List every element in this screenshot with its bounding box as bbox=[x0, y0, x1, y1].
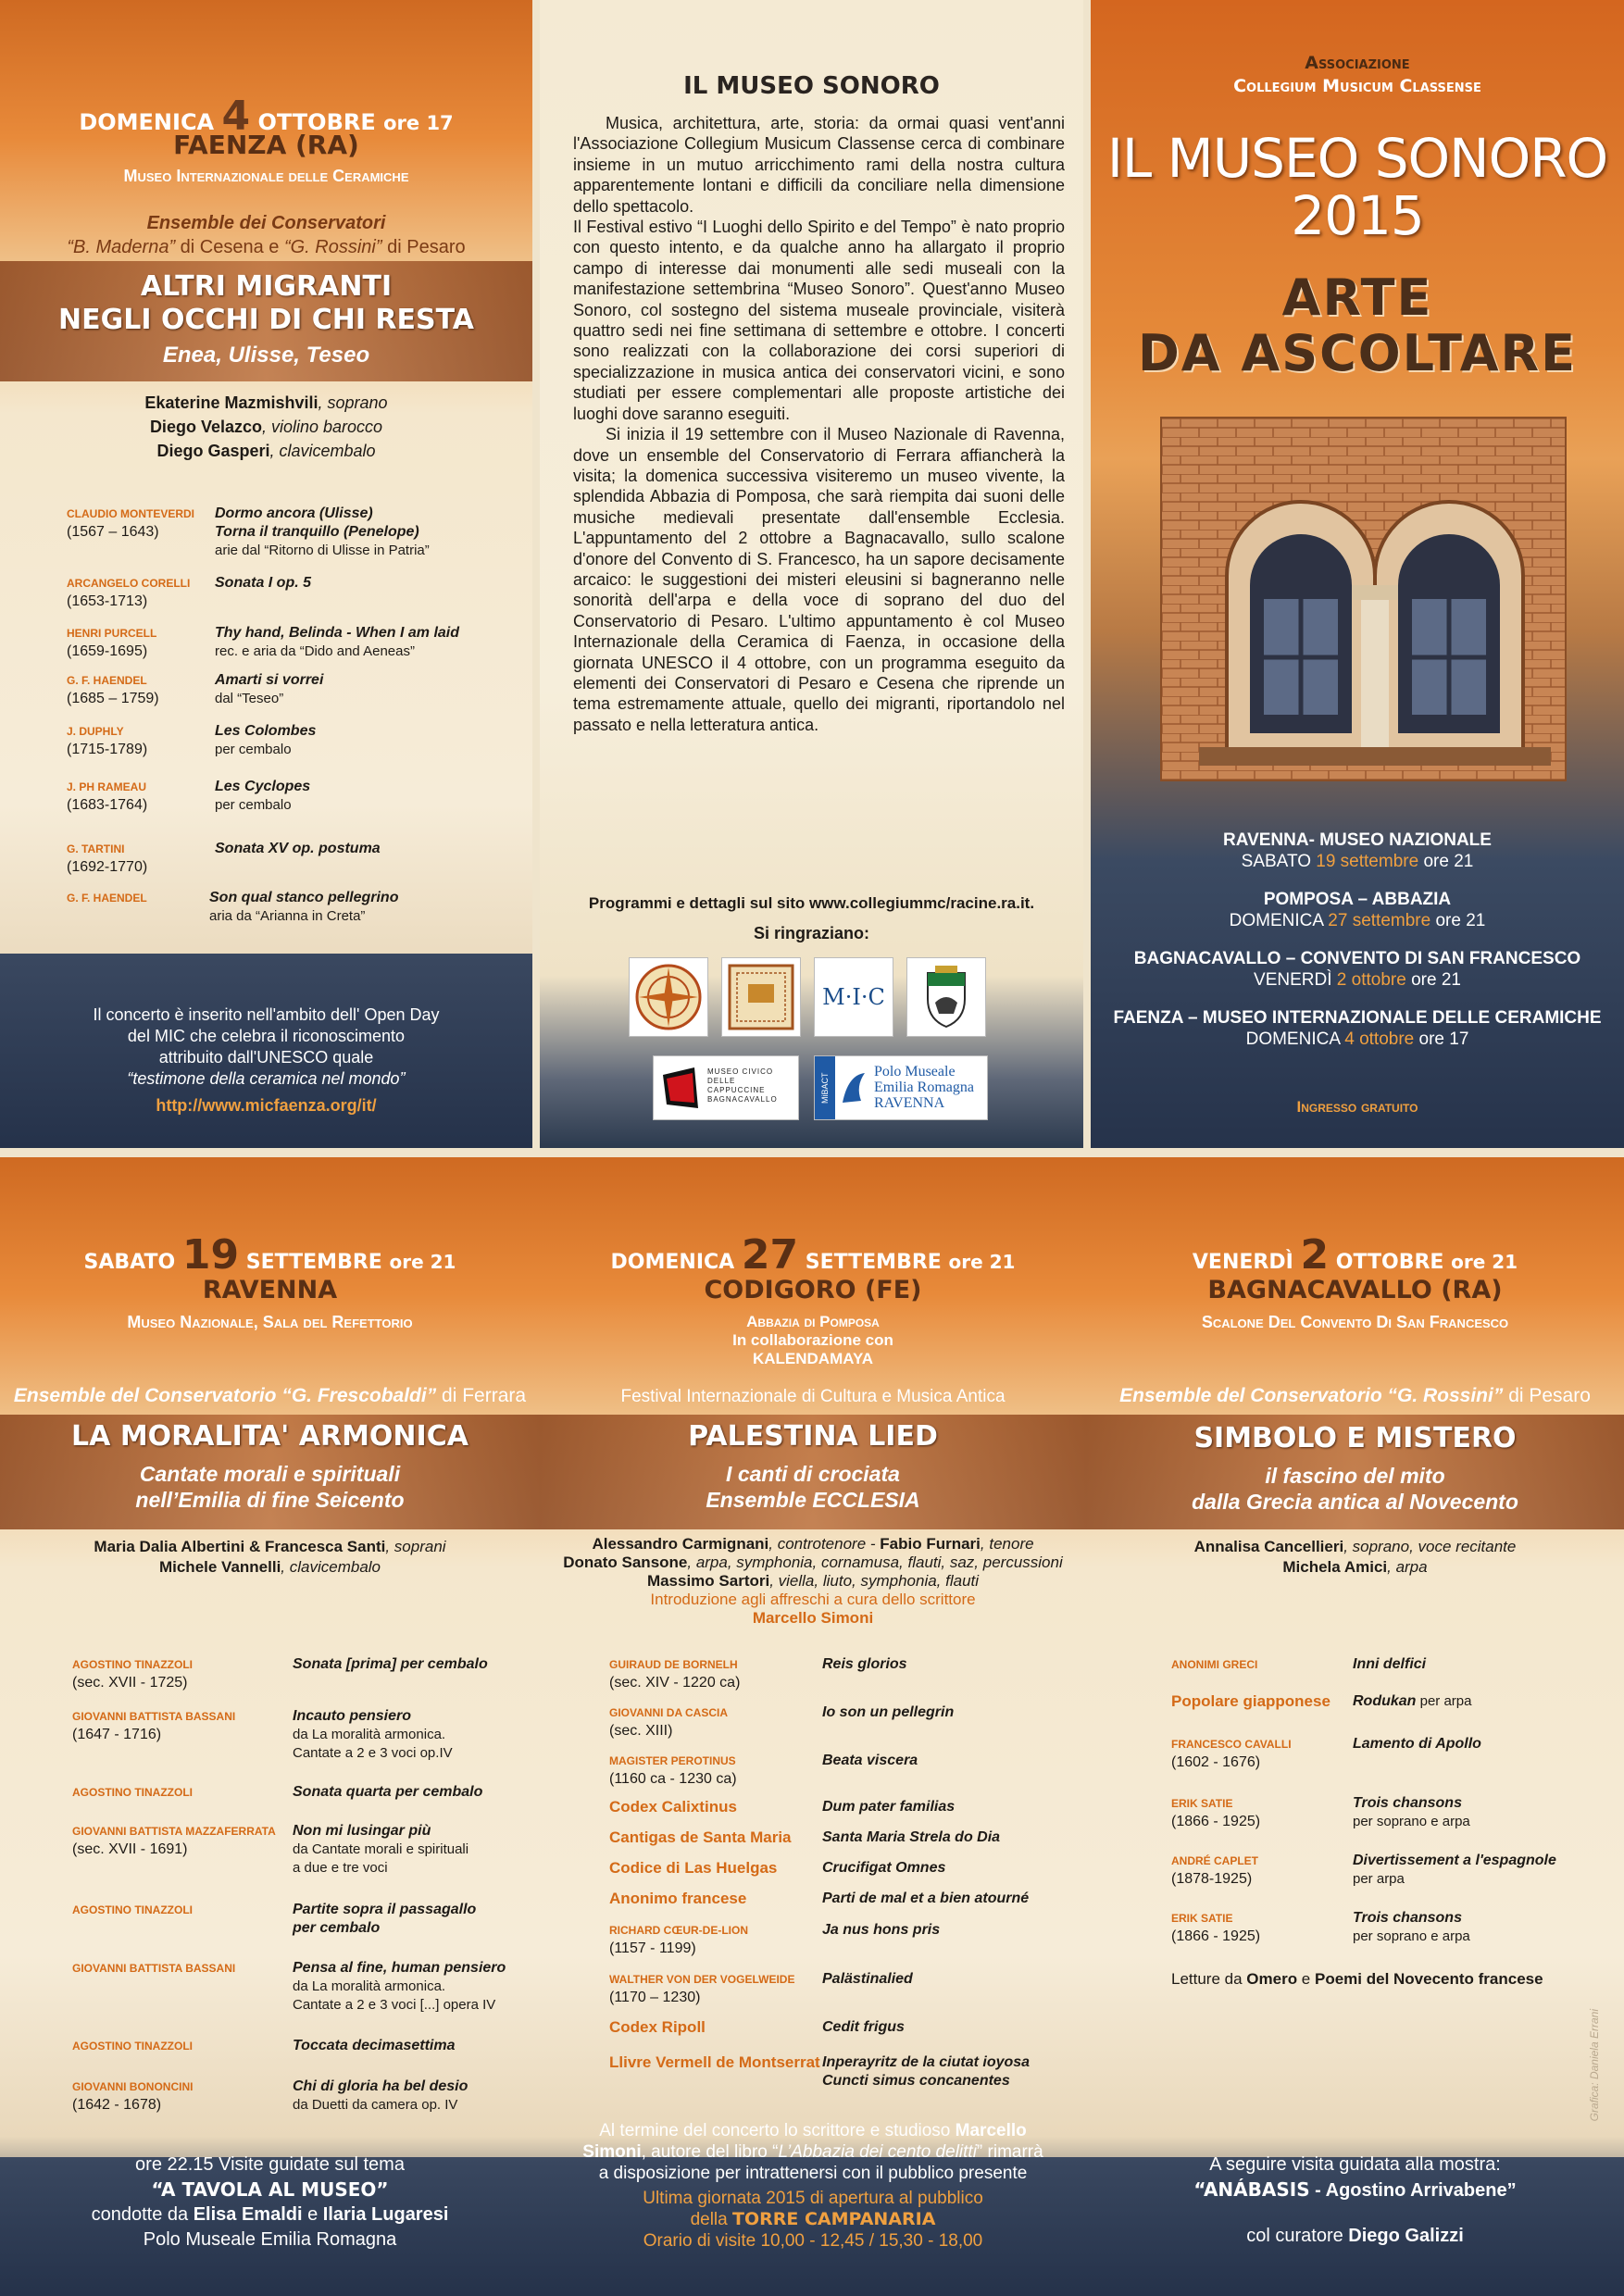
faenza-panel bbox=[0, 0, 532, 1148]
intro-body: Musica, architettura, arte, storia: da ormai quasi vent'anni l'Associazione Collegium Musicum Classense cerca di combinare insieme in un mutuo arricchimento rami della nostra cultura apparentemente lontani e difficili da conciliare nella dimensione dello spettacolo. Il Festival estivo “I Luoghi dello Spirito e del Tempo” è nato proprio con questo intento, e da qualche anno ha allargato il proprio campo di interesse dai monumenti alle sedi museali con la manifestazione settembrina “Museo Sonoro”. Quest'anno Museo Sonoro, col sostegno del sistema museale provinciale, visiterà quattro sedi nei fine settimana di settembre e ottobre. I concerti sono realizzati con la collaborazione dei corsi superiori di specializzazione in musica antica dei conservatori vicini, e sono studiati per essere complementari alle proposte artistiche dei luoghi dove saranno eseguiti. Si inizia il 19 settembre con il Museo Nazionale di Ravenna, dove un ensemble del Conservatorio di Ferrara affiancherà la visita; la domenica successiva visiteremo un museo vivente, la splendida Abbazia di Pomposa, che sarà riempita dai suoni delle musiche medievali presentate dall'ensemble Ecclesia. L'appuntamento del 2 ottobre a Bagnacavallo, sullo scalone d'onore del Convento di S. Francesco, ha un sapore decisamente arcaico: le suggestioni dei misteri eleusini si bagneranno nelle sonorità dell'arpa e della voce di soprano del duo del Conservatorio di Pesaro. L'ultimo appuntamento è col Museo Internazionale della Ceramica di Faenza, in occasione della giornata UNESCO il 4 ottobre, con un programma eseguito da elementi dei Conservatori di Pesaro e Cesena che riprende un tema estremamente attuale, quello dei migranti, riportandolo nel passato e nella letteratura antica. bbox=[573, 114, 1065, 734]
ravenna-ensemble: Ensemble del Conservatorio “G. Frescobaldi” di Ferrara bbox=[13, 1385, 527, 1406]
ravenna-program: AGOSTINO TINAZZOLI (sec. XVII - 1725) Sonata [prima] per cembalo GIOVANNI BATTISTA BASSANI (1647 - 1716) Incauto pensiero da La moralità armonica. Cantate a 2 e 3 voci op.IV AGOSTINO TINAZZOLI Sonata quarta per cembalo GIOVANNI BATTISTA MAZZAFERRATA (sec. XVII - 1691) Non mi lusingar più da Cantate morali e spirituali a due e tre voci AGOSTINO TINAZZOLI Partite sopra il passagallo per cembalo GIOVANNI BATTISTA BASSANI Pensa al fine, human pensiero da La moralità armonica. Cantate a 2 e 3 voci [...] opera IV AGOSTINO TINAZZOLI Toccata decimasettima GIOVANNI BONONCINI (1642 - 1678) Chi di gloria ha bel desio da Duetti da camera op. IV bbox=[72, 1656, 506, 2113]
codigoro-panel bbox=[540, 1157, 1086, 2296]
sponsor-logo-mic: M·I·C bbox=[814, 957, 893, 1037]
bagnacavallo-subtitle: il fascino del mito dalla Grecia antica al Novecento bbox=[1192, 1464, 1518, 1514]
sponsor-logo-museo-bagnacavallo: MUSEO CIVICO DELLE CAPPUCCINE BAGNACAVALLO bbox=[653, 1055, 799, 1120]
codigoro-date: DOMENICA 27 SETTEMBRE ore 21 bbox=[610, 1231, 1016, 1279]
cover-event: BAGNACAVALLO – CONVENTO DI SAN FRANCESCO VENERDÌ 2 ottobre ore 21 bbox=[1133, 949, 1581, 990]
sponsor-logo-pomposa bbox=[721, 957, 801, 1037]
ravenna-venue: Museo Nazionale, Sala del Refettorio bbox=[127, 1313, 413, 1331]
codigoro-performers: Alessandro Carmignani, controtenore - Fabio Furnari, tenore Donato Sansone, arpa, symphonia, cornamusa, flauti, saz, percussioni Massimo Sartori, viella, liuto, symphonia, flauti Introduzione agli affreschi a cura dello scrittore Marcello Simoni bbox=[563, 1535, 1063, 1627]
ravenna-panel bbox=[0, 1157, 540, 2296]
cover-event: RAVENNA- MUSEO NAZIONALE SABATO 19 settembre ore 21 bbox=[1223, 830, 1492, 871]
cover-event: POMPOSA – ABBAZIA DOMENICA 27 settembre ore 21 bbox=[1229, 890, 1486, 930]
ravenna-title: LA MORALITA' ARMONICA bbox=[71, 1420, 468, 1453]
thanks-label: Si ringraziano: bbox=[753, 924, 869, 942]
sponsor-logo-rosette bbox=[629, 957, 708, 1037]
codigoro-festival: Festival Internazionale di Cultura e Musica Antica bbox=[620, 1387, 1006, 1406]
bagnacavallo-performers: Annalisa Cancellieri, soprano, voce recitante Michela Amici, arpa bbox=[1193, 1538, 1517, 1576]
bagnacavallo-title: SIMBOLO E MISTERO bbox=[1193, 1422, 1517, 1454]
codigoro-program: GUIRAUD DE BORNELH (sec. XIV - 1220 ca) Reis glorios GIOVANNI DA CASCIA (sec. XIII) Io son un pellegrin MAGISTER PEROTINUS (1160 ca - 1230 ca) Beata viscera Codex Calixtinus Dum pater familias Cantigas de Santa Maria Santa Maria Strela do Dia Codice di Las Huelgas Crucifigat Omnes Anonimo francese Parti de mal et a bien atourné RICHARD CŒUR-DE-LION (1157 - 1199) Ja nus hons pris WALTHER VON DER VOGELWEIDE (1170 – 1230) Palästinalied Codex Ripoll Cedit frigus Llivre Vermell de Montserrat Inperayritz de la ciutat ioyosa Cuncti simus concanentes bbox=[609, 1656, 1031, 2089]
bagnacavallo-ensemble: Ensemble del Conservatorio “G. Rossini” di Pesaro bbox=[1119, 1385, 1591, 1406]
intro-website[interactable]: Programmi e dettagli sul sito www.collegiummc/racine.ra.it. bbox=[588, 894, 1035, 912]
ravenna-subtitle: Cantate morali e spirituali nell’Emilia di fine Seicento bbox=[135, 1462, 405, 1512]
faenza-subtitle: Enea, Ulisse, Teseo bbox=[162, 343, 370, 368]
faenza-venue: Museo Internazionale delle Ceramiche bbox=[123, 167, 409, 185]
sponsor-logo-crest bbox=[906, 957, 986, 1037]
cover-events bbox=[1091, 830, 1624, 1050]
intro-heading: IL MUSEO SONORO bbox=[683, 72, 940, 100]
codigoro-title: PALESTINA LIED bbox=[688, 1420, 938, 1453]
faenza-performers: Ekaterine Mazmishvili, soprano Diego Velazco, violino barocco Diego Gasperi, clavicembalo bbox=[144, 393, 388, 460]
intro-panel bbox=[540, 0, 1083, 1148]
faenza-ensemble: Ensemble dei Conservatori “B. Maderna” di Cesena e “G. Rossini” di Pesaro bbox=[67, 213, 466, 257]
cover-association: Associazione Collegium Musicum Classense bbox=[1233, 53, 1481, 96]
graphic-credit: Grafica: Daniela Errani bbox=[1588, 2009, 1601, 2122]
bagnacavallo-program: ANONIMI GRECI Inni delfici Popolare giapponese Rodukan per arpa FRANCESCO CAVALLI (1602 - 1676) Lamento di Apollo ERIK SATIE (1866 - 1925) Trois chansons per soprano e arpa ANDRÉ CAPLET (1878-1925) Divertissement a l'espagnole per arpa ERIK SATIE (1866 - 1925) Trois chansons per soprano e arpa Letture da Omero e Poemi del Novecento francese bbox=[1171, 1655, 1616, 2211]
ravenna-city: RAVENNA bbox=[202, 1276, 338, 1304]
faenza-city: FAENZA (RA) bbox=[173, 130, 359, 160]
mic-link[interactable]: http://www.micfaenza.org/it/ bbox=[156, 1096, 377, 1115]
codigoro-subtitle: I canti di crociata Ensemble ECCLESIA bbox=[706, 1462, 920, 1512]
cover-free-entry: Ingresso gratuito bbox=[1296, 1098, 1418, 1116]
ravenna-performers: Maria Dalia Albertini & Francesca Santi, soprani Michele Vannelli, clavicembalo bbox=[94, 1538, 446, 1576]
bagnacavallo-panel bbox=[1086, 1157, 1624, 2296]
codigoro-footer: Al termine del concerto lo scrittore e studioso Marcello Simoni, autore del libro “L’Abbazia dei cento delitti” rimarrà a disposizione per intrattenersi con il pubblico presente Ultima giornata 2015 di apertura al pubblico della TORRE CAMPANARIA Orario di visite 10,00 - 12,45 / 15,30 - 18,00 bbox=[582, 2121, 1043, 2251]
faenza-date: DOMENICA 4 OTTOBRE ore 17 bbox=[79, 93, 454, 140]
sponsor-logo-polo-museale: MiBACT Polo Museale Emilia Romagna RAVENNA bbox=[814, 1055, 988, 1120]
cover-panel bbox=[1091, 0, 1624, 1148]
cover-title: IL MUSEO SONORO 2015 bbox=[1106, 127, 1608, 247]
cover-event: FAENZA – MUSEO INTERNAZIONALE DELLE CERAMICHE DOMENICA 4 ottobre ore 17 bbox=[1113, 1008, 1602, 1049]
cover-subtitle: ARTE DA ASCOLTARE bbox=[1137, 268, 1577, 382]
cover-photo-window bbox=[1160, 417, 1567, 781]
ravenna-footer: ore 22.15 Visite guidate sul tema “A TAVOLA AL MUSEO” condotte da Elisa Emaldi e Ilaria Lugaresi Polo Museale Emilia Romagna bbox=[91, 2154, 449, 2250]
faenza-program: CLAUDIO MONTEVERDI (1567 – 1643) Dormo ancora (Ulisse) Torna il tranquillo (Penelope) arie dal “Ritorno di Ulisse in Patria” ARCANGELO CORELLI (1653-1713) Sonata I op. 5 HENRI PURCELL (1659-1695) Thy hand, Belinda - When I am laid rec. e aria da “Dido and Aeneas” G. F. HAENDEL (1685 – 1759) Amarti si vorrei dal “Teseo” J. DUPHLY (1715-1789) Les Colombes per cembalo J. PH RAMEAU (1683-1764) Les Cyclopes per cembalo G. TARTINI (1692-1770) Sonata XV op. postuma G. F. HAENDEL Son qual stanco pellegrino aria da “Arianna in Creta” bbox=[67, 505, 460, 924]
bagnacavallo-date: VENERDÌ 2 OTTOBRE ore 21 bbox=[1192, 1231, 1518, 1279]
codigoro-venue: Abbazia di Pomposa In collaborazione con KALENDAMAYA bbox=[732, 1313, 893, 1367]
faenza-footer: Il concerto è inserito nell'ambito dell' Open Day del MIC che celebra il riconoscimento attribuito dall'UNESCO quale “testimone della ceramica nel mondo” http://www.micfaenza.org/it/ bbox=[0, 1004, 532, 1117]
bagnacavallo-footer: A seguire visita guidata alla mostra: “ANÁBASIS - Agostino Arrivabene” col curatore Diego Galizzi bbox=[1193, 2154, 1517, 2246]
codigoro-city: CODIGORO (FE) bbox=[704, 1276, 922, 1304]
ravenna-date: SABATO 19 SETTEMBRE ore 21 bbox=[83, 1231, 456, 1279]
bagnacavallo-venue: Scalone Del Convento Di San Francesco bbox=[1201, 1313, 1509, 1331]
bagnacavallo-city: BAGNACAVALLO (RA) bbox=[1207, 1276, 1503, 1304]
faenza-title: ALTRI MIGRANTI NEGLI OCCHI DI CHI RESTA bbox=[58, 270, 474, 336]
letture-line: Letture da Omero e Poemi del Novecento francese bbox=[1171, 1970, 1543, 1988]
